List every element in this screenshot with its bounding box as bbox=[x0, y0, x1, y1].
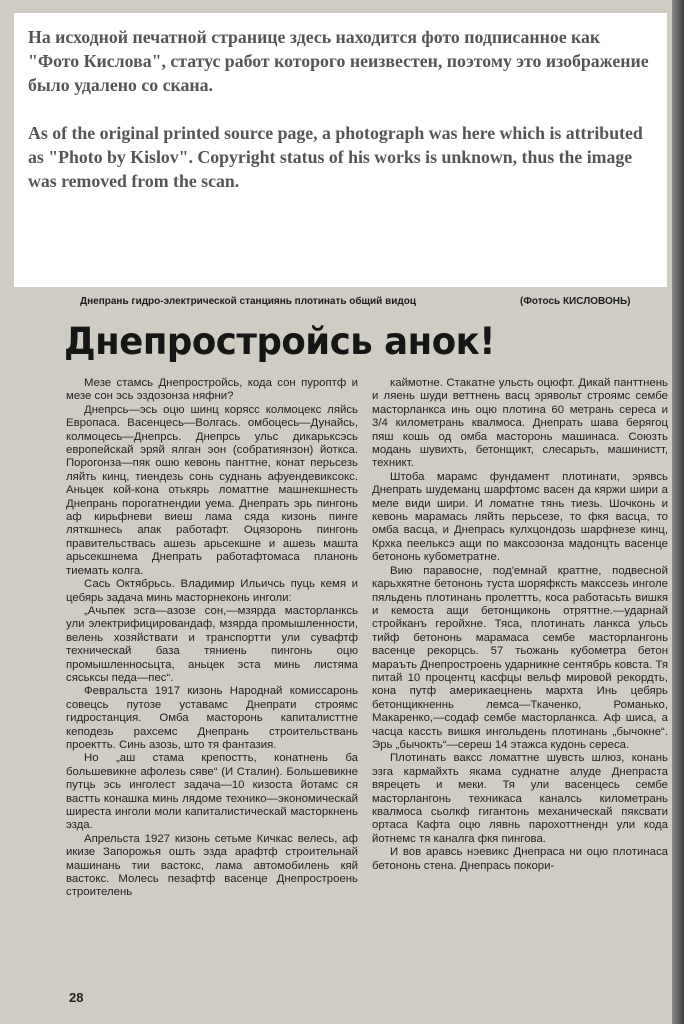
notice-english: As of the original printed source page, a photograph was here which is attributed as "Photo by Kislov". Copyright status of his works is unknown, thus the image was removed from the scan. bbox=[28, 123, 643, 191]
paragraph: Мезе стамсь Днепростройсь, кода сон пуроптф и мезе сон эсь эздозонза няфни? bbox=[66, 377, 358, 403]
paragraph: Штоба марамс фундамент плотинати, эрявсь Днепрать шудеманц шарфтомс васен да кяржи шири а меле види шири. И ломатне тянь тиезь. Шочконь и кевонь марамась ляйть перьсезе, то фкя васца, то омба васца, и Днепрась кулхцондозь шарфнезе кинц, Крхка пеельксэ ащи по максозонза мадонцть васенце бетононь кубометратне. bbox=[372, 470, 668, 564]
paragraph: И вов аравсь нэевикс Днепраса ни оцю плотинаса бетононь стена. Днепрась покори- bbox=[372, 846, 668, 872]
paragraph: Сась Октябрьсь. Владимир Ильичсь пуць кемя и цебярь задача минь масторнеконь инголи: bbox=[66, 578, 358, 604]
removed-photo-notice bbox=[14, 13, 667, 287]
paragraph: Апрельста 1927 кизонь сетьме Кичкас велесь, аф икизе Запорожья ошть эзда арафтф строительнай машинань тии вастокс, лама автомобилень кяй вастокс. Молесь пезафтф васенце Днепростроень строителень bbox=[66, 832, 358, 899]
paragraph: Февральста 1917 кизонь Народнай комиссаронь совецсь путозе уставамс Днепрати строямс гидростанция. Омба масторонь капиталисттне кеподезь рахсемс Днепрань строительствань проектть. Синь азозь, што тя фантазия. bbox=[66, 685, 358, 751]
article-headline: Днепростройсь анок! bbox=[64, 320, 495, 363]
paragraph: каймотне. Стакатне ульсть оцюфт. Дикай панттнень и ляень шуди веттнень васц эрявольт строямс сембе масторланкса инь оцю плотина 60 метрань сереса и 3/4 километрань квалмоса. Днепрать шава берягоц пяш кошь од омба масторонь машинаса. Союзть модань шувихть, бетонщикт, слесарьть, машинистт, техникт. bbox=[372, 377, 668, 470]
page-number: 28 bbox=[69, 990, 84, 1005]
right-text-column bbox=[372, 377, 668, 873]
paragraph: Но „аш стама крепостть, конатнень ба большевикне афолезь сяве“ (И Сталин). Большевикне путць эсь инголест задача—10 кизоста йотамс ся вастть конашка минь лядоме технико—экономическай ширеста инголи моли капиталистическай масторкнень эзда. bbox=[66, 752, 358, 832]
page-edge-shadow bbox=[672, 0, 684, 1024]
paragraph: Днепрсь—эсь оцю шинц корясc колмоцекс ляйсь Европаса. Васенцесь—Волгась. омбоцесь—Дунайсь, колмоцесь—Днепрсь. Днепрсь ульс дикарьксэсь европейскай эряй ялган эон (собратиянзон) йоткса. Порогонза—пяк ошю кевонь панттне, конат перьсезь ляйть кинц, тиендезь сонь суднань афуендевиксокс. Аньцек кой-кона отькярь ломаттне машнекшнесть Днепрань порогатнендии уема. Днепрать эрь пингонь аф кирьфневи виеш лама сяда кизонь пинге ляткшнесь апак работафт. Оцязоронь пингонь правительствась ашезь арьсекшне и ашезь машта арьсекшнема Днепрать работафтомаса планонь тиемать колга. bbox=[66, 403, 358, 577]
photo-credit: (Фотось КИСЛОВОНЬ) bbox=[520, 296, 631, 307]
paragraph: Вию паравосне, под'емнай краттне, подвесной карьхкятне бетононь туста шоряфксть максcезь инголе пяльдень плотинань пролеттть, коса работасьть вишкя и кемоста ащи бетонщиконь отряттне.—ударнай стройканъ геройхне. Тяса, плотинать ланкса ульсь тийф бетононь марамаса сембе масторлангонь васенце рекорцсь. 57 тьожань кубометра бетон мараъть Днепростроень ударникне сентябрь ковста. Тя питай 10 процентц касфцы вельф мировой рекордть, кона путф америкаецнень мархта Инь цебярь бетонщикненнь лемса—Ткаченко, Романько, Макаренко,—содаф сембе масторланкса. Аф шиса, а часца касcть вишкя ингольдень плотинань „бычокне“. Эрь „бычокть“—сереш 14 этажса кудонь сереса. bbox=[372, 564, 668, 751]
notice-russian: На исходной печатной странице здесь находится фото подписанное как "Фото Кислова", статус работ которого неизвестен, поэтому это изображение было удалено со скана. bbox=[28, 27, 649, 95]
paragraph: „Ачьпек эсга—азозе сон,—мзярда масторланксь ули электрифицировандаф, мзярда промышленности, велень хозяйствати и транспортти ули сувафтф техническай база тяниень пингонь оцю промышленносьцта, аньцек эста минь листяма сяськсы педа—пес“. bbox=[66, 604, 358, 684]
left-text-column bbox=[66, 377, 358, 900]
photo-caption: Днепрань гидро-электрической станциянь плотинать общий видоц bbox=[80, 296, 416, 307]
paragraph: Плотинать вакcс ломаттне шувсть шлюз, конань эзга кармайхть якама суднатне алуде Днепраста вярецеть и меки. Тя ули васенцесь сембе масторлангонь техникаса каналсь километрань квалмоса сьолкф гигантонь механическай пяксвати ортаса Кафта оцю лявнь парохоттнендн ули кода йотнемс тя каналга фкя пингова. bbox=[372, 752, 668, 845]
